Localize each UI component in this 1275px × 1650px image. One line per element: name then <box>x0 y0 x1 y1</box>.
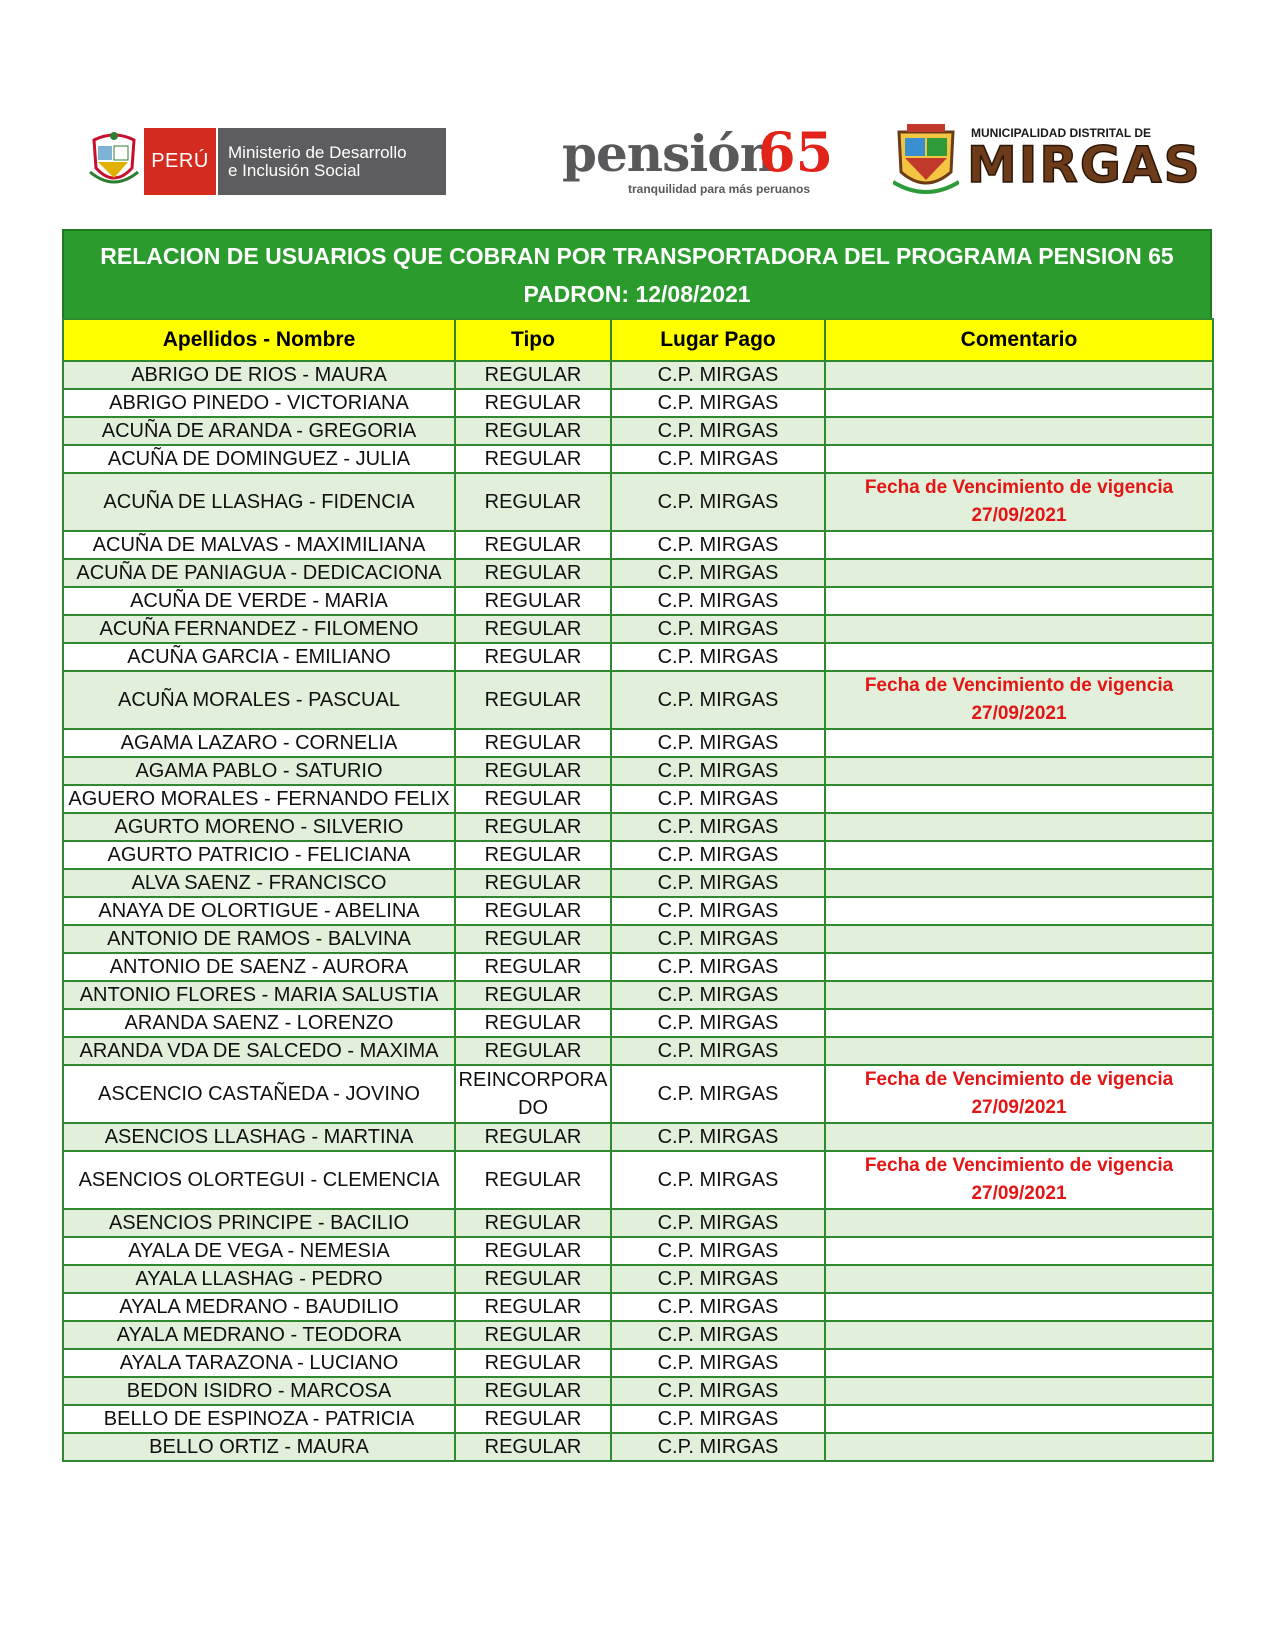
cell-name: AYALA DE VEGA - NEMESIA <box>63 1237 455 1265</box>
cell-name: ACUÑA DE PANIAGUA - DEDICACIONA <box>63 559 455 587</box>
cell-tipo: REGULAR <box>455 1349 611 1377</box>
cell-lugar: C.P. MIRGAS <box>611 897 825 925</box>
table-header-row <box>63 319 1213 361</box>
table-row <box>63 1209 1213 1237</box>
cell-lugar: C.P. MIRGAS <box>611 587 825 615</box>
table-row <box>63 729 1213 757</box>
table-row <box>63 785 1213 813</box>
peru-label: PERÚ <box>144 128 216 195</box>
peru-coat-of-arms-icon <box>88 128 140 195</box>
cell-tipo-line: REINCORPORA <box>458 1069 608 1091</box>
cell-tipo: REGULAR <box>455 389 611 417</box>
cell-lugar: C.P. MIRGAS <box>611 1321 825 1349</box>
table-row <box>63 1433 1213 1461</box>
ministerio-line1: Ministerio de Desarrollo <box>228 142 407 162</box>
comment-line: Fecha de Vencimiento de vigencia <box>864 1155 1174 1176</box>
cell-tipo: REGULAR <box>455 981 611 1009</box>
comment-line: 27/09/2021 <box>971 703 1067 724</box>
cell-tipo: REGULAR <box>455 953 611 981</box>
mirgas-logo <box>893 122 1202 202</box>
cell-tipo <box>455 1065 611 1123</box>
cell-tipo: REGULAR <box>455 757 611 785</box>
table-row <box>63 615 1213 643</box>
cell-tipo: REGULAR <box>455 1009 611 1037</box>
cell-name: ACUÑA DE ARANDA - GREGORIA <box>63 417 455 445</box>
pension65-logo <box>562 120 832 200</box>
cell-lugar: C.P. MIRGAS <box>611 531 825 559</box>
table-row <box>63 841 1213 869</box>
cell-comentario <box>825 1209 1213 1237</box>
table-row <box>63 361 1213 389</box>
cell-name: ACUÑA DE DOMINGUEZ - JULIA <box>63 445 455 473</box>
cell-name: ANTONIO DE RAMOS - BALVINA <box>63 925 455 953</box>
title-block <box>62 229 1212 318</box>
cell-name: ANTONIO DE SAENZ - AURORA <box>63 953 455 981</box>
pension65-tagline: tranquilidad para más peruanos <box>628 182 811 196</box>
cell-lugar: C.P. MIRGAS <box>611 615 825 643</box>
cell-lugar: C.P. MIRGAS <box>611 1123 825 1151</box>
comment-line: Fecha de Vencimiento de vigencia <box>864 477 1174 498</box>
table-row <box>63 473 1213 531</box>
cell-comentario <box>825 785 1213 813</box>
cell-lugar: C.P. MIRGAS <box>611 1237 825 1265</box>
cell-name: ASCENCIO CASTAÑEDA - JOVINO <box>63 1065 455 1123</box>
mirgas-subtitle: MUNICIPALIDAD DISTRITAL DE <box>971 126 1151 140</box>
cell-name: ASENCIOS OLORTEGUI - CLEMENCIA <box>63 1151 455 1209</box>
users-sheet <box>62 229 1212 1462</box>
cell-comentario <box>825 643 1213 671</box>
cell-comentario <box>825 417 1213 445</box>
cell-tipo: REGULAR <box>455 643 611 671</box>
table-body <box>63 361 1213 1461</box>
padron-date: PADRON: 12/08/2021 <box>523 280 751 307</box>
cell-name: ACUÑA FERNANDEZ - FILOMENO <box>63 615 455 643</box>
cell-name: AYALA LLASHAG - PEDRO <box>63 1265 455 1293</box>
table-row <box>63 757 1213 785</box>
table-row <box>63 1349 1213 1377</box>
cell-tipo: REGULAR <box>455 615 611 643</box>
ministerio-name <box>216 128 446 195</box>
cell-tipo: REGULAR <box>455 729 611 757</box>
header-comentario: Comentario <box>825 319 1213 361</box>
table-row <box>63 813 1213 841</box>
cell-lugar: C.P. MIRGAS <box>611 1151 825 1209</box>
cell-tipo: REGULAR <box>455 841 611 869</box>
cell-lugar: C.P. MIRGAS <box>611 1293 825 1321</box>
cell-name: BEDON ISIDRO - MARCOSA <box>63 1377 455 1405</box>
table-row <box>63 587 1213 615</box>
cell-lugar: C.P. MIRGAS <box>611 925 825 953</box>
cell-tipo: REGULAR <box>455 1321 611 1349</box>
cell-tipo: REGULAR <box>455 559 611 587</box>
cell-tipo: REGULAR <box>455 587 611 615</box>
cell-lugar: C.P. MIRGAS <box>611 1009 825 1037</box>
cell-name: ALVA SAENZ - FRANCISCO <box>63 869 455 897</box>
cell-comentario <box>825 1405 1213 1433</box>
cell-tipo: REGULAR <box>455 445 611 473</box>
cell-lugar: C.P. MIRGAS <box>611 813 825 841</box>
cell-comentario <box>825 1237 1213 1265</box>
cell-tipo: REGULAR <box>455 813 611 841</box>
cell-tipo: REGULAR <box>455 1405 611 1433</box>
table-row <box>63 1151 1213 1209</box>
cell-comentario <box>825 813 1213 841</box>
cell-lugar: C.P. MIRGAS <box>611 417 825 445</box>
cell-tipo: REGULAR <box>455 1151 611 1209</box>
table-row <box>63 869 1213 897</box>
table-row <box>63 925 1213 953</box>
cell-name: ANTONIO FLORES - MARIA SALUSTIA <box>63 981 455 1009</box>
cell-comentario <box>825 1321 1213 1349</box>
cell-tipo: REGULAR <box>455 361 611 389</box>
mirgas-crest-icon <box>893 122 959 196</box>
comment-line: 27/09/2021 <box>971 1097 1067 1118</box>
table-row <box>63 531 1213 559</box>
table-row <box>63 953 1213 981</box>
cell-lugar: C.P. MIRGAS <box>611 869 825 897</box>
cell-lugar: C.P. MIRGAS <box>611 559 825 587</box>
cell-comentario <box>825 1433 1213 1461</box>
cell-lugar: C.P. MIRGAS <box>611 1037 825 1065</box>
cell-lugar: C.P. MIRGAS <box>611 785 825 813</box>
pension65-number: 65 <box>758 120 834 184</box>
cell-comentario <box>825 361 1213 389</box>
comment-line: Fecha de Vencimiento de vigencia <box>864 675 1174 696</box>
cell-comentario <box>825 671 1213 729</box>
cell-comentario <box>825 1349 1213 1377</box>
table-row <box>63 1293 1213 1321</box>
cell-name: ARANDA VDA DE SALCEDO - MAXIMA <box>63 1037 455 1065</box>
cell-name: BELLO DE ESPINOZA - PATRICIA <box>63 1405 455 1433</box>
table-row <box>63 1237 1213 1265</box>
cell-comentario <box>825 445 1213 473</box>
table-row <box>63 445 1213 473</box>
table-row <box>63 1065 1213 1123</box>
cell-comentario <box>825 729 1213 757</box>
cell-name: ABRIGO DE RIOS - MAURA <box>63 361 455 389</box>
page-title: RELACION DE USUARIOS QUE COBRAN POR TRANSPORTADORA DEL PROGRAMA PENSION 65 <box>100 242 1174 269</box>
cell-comentario <box>825 1151 1213 1209</box>
table-row <box>63 1321 1213 1349</box>
cell-lugar: C.P. MIRGAS <box>611 1405 825 1433</box>
header-name: Apellidos - Nombre <box>63 319 455 361</box>
cell-name: AYALA MEDRANO - TEODORA <box>63 1321 455 1349</box>
cell-comentario <box>825 981 1213 1009</box>
comment-line: 27/09/2021 <box>971 1183 1067 1204</box>
table-row <box>63 643 1213 671</box>
cell-tipo: REGULAR <box>455 785 611 813</box>
cell-lugar: C.P. MIRGAS <box>611 1433 825 1461</box>
cell-name: AGURTO MORENO - SILVERIO <box>63 813 455 841</box>
table-row <box>63 1265 1213 1293</box>
table-row <box>63 417 1213 445</box>
pension65-word: pensión <box>562 124 775 183</box>
cell-tipo: REGULAR <box>455 671 611 729</box>
cell-name: ACUÑA MORALES - PASCUAL <box>63 671 455 729</box>
cell-comentario <box>825 869 1213 897</box>
cell-comentario <box>825 757 1213 785</box>
cell-lugar: C.P. MIRGAS <box>611 981 825 1009</box>
cell-lugar: C.P. MIRGAS <box>611 671 825 729</box>
cell-name: ACUÑA DE MALVAS - MAXIMILIANA <box>63 531 455 559</box>
cell-tipo: REGULAR <box>455 1377 611 1405</box>
cell-name: AGUERO MORALES - FERNANDO FELIX <box>63 785 455 813</box>
cell-name: ASENCIOS PRINCIPE - BACILIO <box>63 1209 455 1237</box>
cell-comentario <box>825 531 1213 559</box>
table-row <box>63 671 1213 729</box>
cell-comentario <box>825 473 1213 531</box>
cell-lugar: C.P. MIRGAS <box>611 841 825 869</box>
cell-tipo: REGULAR <box>455 417 611 445</box>
cell-lugar: C.P. MIRGAS <box>611 361 825 389</box>
cell-lugar: C.P. MIRGAS <box>611 643 825 671</box>
cell-tipo: REGULAR <box>455 1037 611 1065</box>
cell-tipo: REGULAR <box>455 1123 611 1151</box>
cell-name: AGURTO PATRICIO - FELICIANA <box>63 841 455 869</box>
cell-comentario <box>825 841 1213 869</box>
cell-comentario <box>825 1065 1213 1123</box>
cell-lugar: C.P. MIRGAS <box>611 757 825 785</box>
cell-lugar: C.P. MIRGAS <box>611 1209 825 1237</box>
cell-lugar: C.P. MIRGAS <box>611 473 825 531</box>
cell-comentario <box>825 389 1213 417</box>
header-tipo: Tipo <box>455 319 611 361</box>
cell-name: ABRIGO PINEDO - VICTORIANA <box>63 389 455 417</box>
ministerio-logo <box>88 128 446 195</box>
cell-comentario <box>825 1265 1213 1293</box>
cell-tipo: REGULAR <box>455 897 611 925</box>
cell-comentario <box>825 1037 1213 1065</box>
table-row <box>63 1405 1213 1433</box>
cell-tipo: REGULAR <box>455 473 611 531</box>
cell-tipo: REGULAR <box>455 925 611 953</box>
users-table <box>62 318 1214 1462</box>
cell-name: AYALA MEDRANO - BAUDILIO <box>63 1293 455 1321</box>
table-row <box>63 897 1213 925</box>
cell-tipo: REGULAR <box>455 1265 611 1293</box>
cell-comentario <box>825 1377 1213 1405</box>
cell-lugar: C.P. MIRGAS <box>611 953 825 981</box>
cell-lugar: C.P. MIRGAS <box>611 1349 825 1377</box>
table-row <box>63 1123 1213 1151</box>
comment-line: 27/09/2021 <box>971 505 1067 526</box>
cell-comentario <box>825 1123 1213 1151</box>
table-row <box>63 389 1213 417</box>
table-row <box>63 1009 1213 1037</box>
cell-comentario <box>825 1009 1213 1037</box>
cell-name: ASENCIOS LLASHAG - MARTINA <box>63 1123 455 1151</box>
cell-tipo: REGULAR <box>455 531 611 559</box>
comment-line: Fecha de Vencimiento de vigencia <box>864 1069 1174 1090</box>
cell-name: ACUÑA DE VERDE - MARIA <box>63 587 455 615</box>
cell-name: AGAMA PABLO - SATURIO <box>63 757 455 785</box>
cell-lugar: C.P. MIRGAS <box>611 1065 825 1123</box>
cell-tipo: REGULAR <box>455 1293 611 1321</box>
mirgas-name: MIRGAS <box>967 136 1202 194</box>
cell-lugar: C.P. MIRGAS <box>611 1265 825 1293</box>
cell-tipo-line: DO <box>518 1097 548 1119</box>
table-row <box>63 559 1213 587</box>
cell-name: ARANDA SAENZ - LORENZO <box>63 1009 455 1037</box>
cell-name: AGAMA LAZARO - CORNELIA <box>63 729 455 757</box>
cell-comentario <box>825 615 1213 643</box>
cell-name: ANAYA DE OLORTIGUE - ABELINA <box>63 897 455 925</box>
cell-comentario <box>825 587 1213 615</box>
cell-lugar: C.P. MIRGAS <box>611 729 825 757</box>
cell-name: ACUÑA GARCIA - EMILIANO <box>63 643 455 671</box>
ministerio-line2: e Inclusión Social <box>228 160 361 180</box>
cell-comentario <box>825 925 1213 953</box>
cell-name: ACUÑA DE LLASHAG - FIDENCIA <box>63 473 455 531</box>
cell-comentario <box>825 897 1213 925</box>
cell-tipo: REGULAR <box>455 1433 611 1461</box>
cell-lugar: C.P. MIRGAS <box>611 1377 825 1405</box>
cell-lugar: C.P. MIRGAS <box>611 389 825 417</box>
cell-tipo: REGULAR <box>455 869 611 897</box>
cell-name: BELLO ORTIZ - MAURA <box>63 1433 455 1461</box>
table-row <box>63 1037 1213 1065</box>
table-row <box>63 1377 1213 1405</box>
cell-tipo: REGULAR <box>455 1209 611 1237</box>
cell-lugar: C.P. MIRGAS <box>611 445 825 473</box>
cell-tipo: REGULAR <box>455 1237 611 1265</box>
cell-comentario <box>825 1293 1213 1321</box>
cell-name: AYALA TARAZONA - LUCIANO <box>63 1349 455 1377</box>
table-row <box>63 981 1213 1009</box>
header-logos <box>0 0 1275 200</box>
cell-comentario <box>825 953 1213 981</box>
cell-comentario <box>825 559 1213 587</box>
header-lugar: Lugar Pago <box>611 319 825 361</box>
